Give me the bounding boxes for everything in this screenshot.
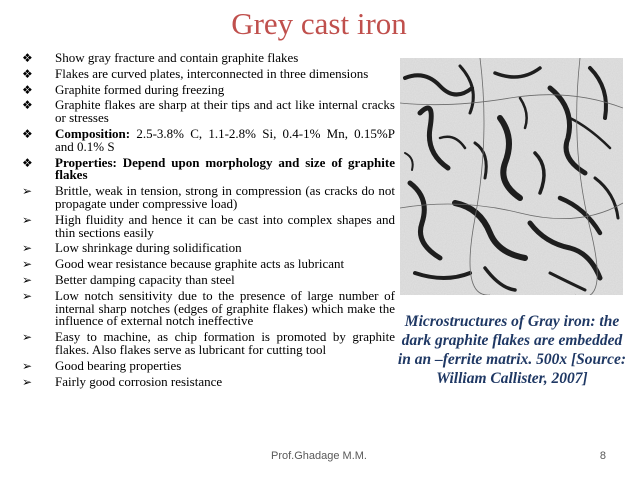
bullet-text: Show gray fracture and contain graphite flakes bbox=[55, 50, 299, 65]
bullet-item bbox=[22, 287, 395, 329]
figure-caption: Microstructures of Gray iron: the dark graphite flakes are embedded in an –ferrite matrix. 500x [Source: William Callister, 2007] bbox=[397, 313, 627, 387]
bullet-item bbox=[22, 52, 395, 65]
bullet-text: Low shrinkage during solidification bbox=[55, 240, 242, 256]
arrow-bullet-icon: ➢ bbox=[22, 257, 33, 272]
bullet-item bbox=[22, 185, 395, 211]
diamond-bullet-icon: ❖ bbox=[22, 126, 33, 141]
graphite-flake-micrograph-icon bbox=[400, 58, 623, 295]
diamond-bullet-icon: ❖ bbox=[22, 98, 33, 113]
bullet-item bbox=[22, 65, 395, 81]
bullet-item bbox=[22, 125, 395, 154]
page-number: 8 bbox=[599, 450, 606, 462]
diamond-bullet-icon: ❖ bbox=[22, 66, 33, 81]
bullet-item bbox=[22, 373, 395, 389]
bullet-list bbox=[22, 52, 395, 391]
bullet-lead: Properties: Depend upon morphology and size of graphite flakes bbox=[55, 154, 395, 183]
bullet-text: Graphite formed during freezing bbox=[55, 81, 225, 97]
arrow-bullet-icon: ➢ bbox=[22, 358, 33, 373]
arrow-bullet-icon: ➢ bbox=[22, 184, 33, 199]
bullet-text: Easy to machine, as chip formation is promoted by graphite flakes. Also flakes serve as lubricant for cutting tool bbox=[55, 329, 395, 357]
arrow-bullet-icon: ➢ bbox=[22, 288, 33, 303]
bullet-item bbox=[22, 271, 395, 287]
bullet-text: Graphite flakes are sharp at their tips and act like internal cracks or stresses bbox=[55, 97, 395, 126]
arrow-bullet-icon: ➢ bbox=[22, 374, 33, 389]
arrow-bullet-icon: ➢ bbox=[22, 272, 33, 287]
bullet-text: Fairly good corrosion resistance bbox=[55, 373, 223, 389]
diamond-bullet-icon: ❖ bbox=[22, 82, 33, 97]
bullet-item bbox=[22, 258, 395, 271]
arrow-bullet-icon: ➢ bbox=[22, 330, 33, 345]
bullet-item bbox=[22, 331, 395, 357]
bullet-text: Good bearing properties bbox=[55, 357, 182, 373]
bullet-item bbox=[22, 154, 395, 183]
bullet-text: High fluidity and hence it can be cast into complex shapes and thin sections easily bbox=[55, 211, 395, 240]
diamond-bullet-icon: ❖ bbox=[22, 51, 33, 65]
bullet-text: Flakes are curved plates, interconnected in three dimensions bbox=[55, 65, 369, 81]
bullet-text: 2.5-3.8% C, 1.1-2.8% Si, 0.4-1% Mn, 0.15%P and 0.1% S bbox=[55, 125, 395, 154]
bullet-lead: Composition: bbox=[55, 125, 131, 141]
footer-author: Prof.Ghadage M.M. bbox=[271, 450, 367, 462]
bullet-item bbox=[22, 99, 395, 125]
arrow-bullet-icon: ➢ bbox=[22, 241, 33, 256]
bullet-item bbox=[22, 242, 395, 255]
bullet-text: Good wear resistance because graphite acts as lubricant bbox=[55, 256, 345, 272]
bullet-text: Brittle, weak in tension, strong in compression (as cracks do not propagate under compressive load) bbox=[55, 183, 395, 211]
bullet-item bbox=[22, 211, 395, 240]
bullet-item bbox=[22, 357, 395, 373]
slide-title: Grey cast iron bbox=[231, 6, 407, 41]
bullet-text: Better damping capacity than steel bbox=[55, 271, 235, 287]
arrow-bullet-icon: ➢ bbox=[22, 212, 33, 227]
bullet-item bbox=[22, 81, 395, 97]
bullet-text: Low notch sensitivity due to the presence of large number of internal sharp notches (edges of graphite flakes) which make the influence of external notch ineffective bbox=[55, 287, 395, 329]
diamond-bullet-icon: ❖ bbox=[22, 155, 33, 170]
